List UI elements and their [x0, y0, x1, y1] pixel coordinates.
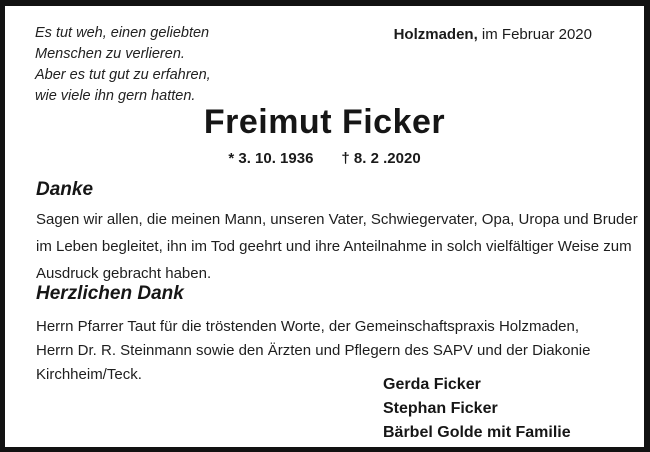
body-line: Ausdruck gebracht haben.: [36, 265, 212, 282]
death-date: † 8. 2 .2020: [341, 150, 421, 167]
body-line: Sagen wir allen, die meinen Mann, unseren Vater, Schwiegervater, Opa, Uropa und Bruder: [36, 211, 638, 228]
body-line: Kirchheim/Teck.: [36, 366, 142, 383]
section-heading-herzlichen-dank: Herzlichen Dank: [36, 283, 184, 304]
section-heading-danke: Danke: [36, 179, 94, 200]
signature-line: Bärbel Golde mit Familie: [383, 424, 571, 441]
deceased-name: Freimut Ficker: [203, 103, 446, 141]
body-line: Herrn Pfarrer Taut für die tröstenden Worte, der Gemeinschaftspraxis Holzmaden,: [36, 318, 580, 335]
body-line: Herrn Dr. R. Steinmann sowie den Ärzten und Pflegern des SAPV und der Diakonie: [36, 342, 591, 359]
body-line: im Leben begleitet, ihn im Tod geehrt und ihre Anteilnahme in solch vielfältiger Weise zum: [36, 238, 632, 255]
life-dates: [5, 150, 644, 167]
birth-date: * 3. 10. 1936: [228, 150, 314, 167]
signature-line: Stephan Ficker: [383, 400, 498, 417]
epigraph-line: wie viele ihn gern hatten.: [35, 88, 196, 104]
section-body-danke: [36, 206, 638, 287]
epigraph: [35, 23, 211, 107]
date-text: im Februar 2020: [477, 26, 592, 43]
epigraph-line: Aber es tut gut zu erfahren,: [35, 67, 211, 83]
epigraph-line: Es tut weh, einen geliebten: [35, 25, 210, 41]
signature-line: Gerda Ficker: [383, 376, 481, 393]
epigraph-line: Menschen zu verlieren.: [35, 46, 185, 62]
place-name: Holzmaden,: [393, 26, 478, 43]
signatures: [383, 373, 571, 445]
dateline: [394, 26, 592, 43]
